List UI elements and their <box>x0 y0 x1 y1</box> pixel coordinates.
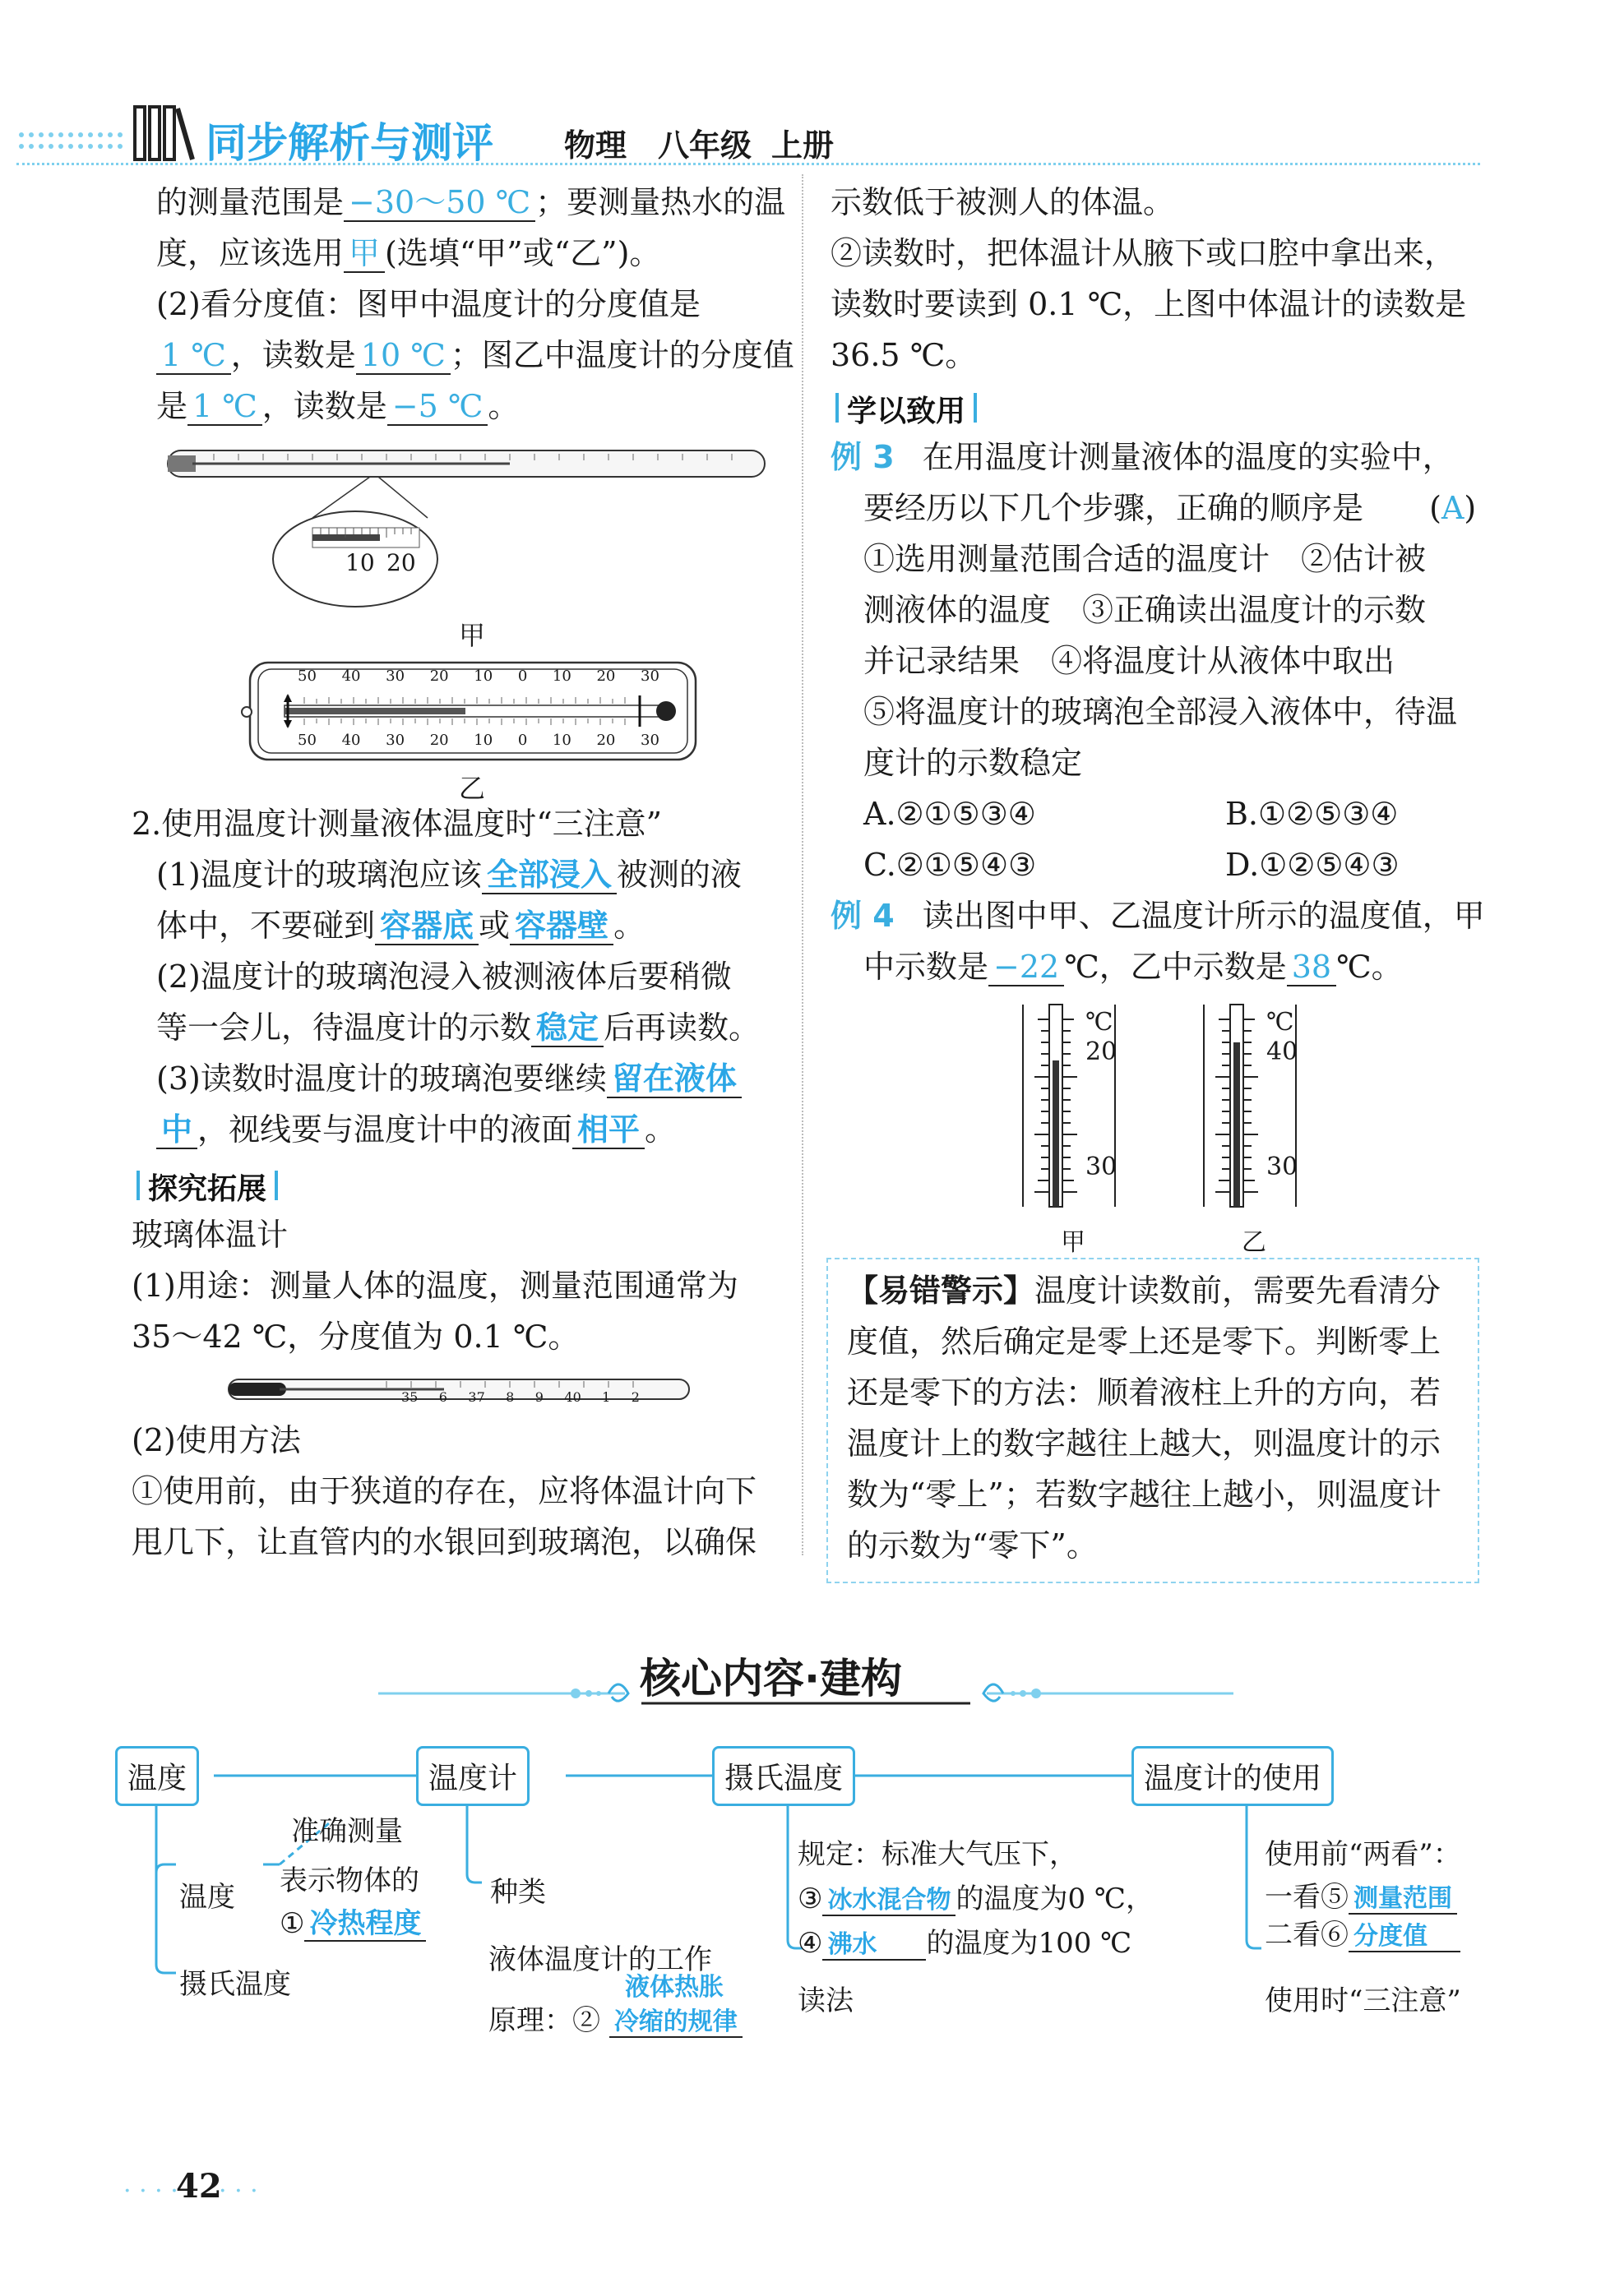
yi-bottom-ticks <box>298 732 659 749</box>
option-d: D.①②⑤④③ <box>1225 847 1400 883</box>
p2-line-3: (2)温度计的玻璃泡浸入被测液体后要稍微 <box>156 959 732 995</box>
yi-bottom-label: 30 <box>1266 1153 1298 1181</box>
yi-top-tick: 0 <box>517 668 528 685</box>
use-line-1: (1)用途：测量人体的温度，测量范围通常为 <box>132 1268 738 1304</box>
p2-line-6: 中 ，视线要与温度计中的液面 相平 。 <box>156 1111 676 1148</box>
jia-bottom-label: 30 <box>1085 1153 1117 1181</box>
map-reading: 读法 <box>798 1984 854 2017</box>
example-3-answer: A <box>1441 490 1464 526</box>
right-line-3: 读数时要读到 0.1 ℃，上图中体温计的读数是 <box>831 286 1467 322</box>
yi-top-label: 40 <box>1266 1037 1298 1066</box>
answer-range: −30～50 ℃ <box>344 184 535 222</box>
use-line-3: (2)使用方法 <box>132 1422 301 1458</box>
figure-label-yi: 乙 <box>459 773 486 804</box>
answer-yi-reading: −5 ℃ <box>387 388 488 426</box>
ex3-line-5: 并记录结果 ④将温度计从液体中取出 <box>863 643 1395 679</box>
warning-title: 【易错警示】 <box>847 1273 1035 1309</box>
answer-level: 相平 <box>572 1111 645 1149</box>
yi-top-tick: 30 <box>641 668 659 685</box>
header-rule <box>16 163 1480 165</box>
answer-choice: 甲 <box>344 235 385 273</box>
yi-bottom-tick: 40 <box>341 732 361 749</box>
clinical-tick: 35 <box>401 1389 419 1405</box>
map-temperature: 温度 <box>179 1881 235 1914</box>
yi-top-tick: 30 <box>386 668 405 685</box>
blank-principle-b: 冷缩的规律 <box>609 2007 743 2038</box>
map-accurate: 准确测量 <box>291 1815 403 1848</box>
clinical-tick: 2 <box>631 1389 640 1405</box>
map-blank-1: ① 冷热程度 <box>280 1901 426 1941</box>
section-explore: 探究拓展 <box>148 1166 266 1208</box>
answer-container-bottom: 容器底 <box>375 908 479 945</box>
header <box>0 99 1601 173</box>
yi-caption: 乙 <box>1242 1228 1266 1257</box>
map-rule: 规定：标准大气压下， <box>798 1838 1077 1871</box>
clinical-tick: 1 <box>602 1389 611 1405</box>
figure-label-jia: 甲 <box>459 620 486 651</box>
ex3-line-3: ①选用测量范围合适的温度计 ②估计被 <box>863 541 1427 577</box>
map-boiling: ④ 沸水 的温度为100 ℃ <box>798 1927 1132 1960</box>
blank-division-value: 分度值 <box>1349 1922 1460 1952</box>
p2-line-5: (3)读数时温度计的玻璃泡要继续 留在液体 <box>156 1060 742 1097</box>
clinical-tick: 9 <box>534 1389 544 1405</box>
map-ice-water: ③ 冰水混合物 的温度为0 ℃， <box>798 1883 1154 1915</box>
yi-bottom-tick: 10 <box>552 732 571 749</box>
left-line-2: 度，应该选用 甲 (选填“甲”或“乙”)。 <box>156 235 661 271</box>
clinical-tick: 40 <box>564 1389 581 1405</box>
left-line-5: 是 1 ℃ ，读数是 −5 ℃ 。 <box>156 388 520 424</box>
page-number-decoration: · · · · <box>123 2177 178 2206</box>
map-look-2: 二看⑥ 分度值 <box>1265 1912 1460 1952</box>
p2-line-4: 等一会儿，待温度计的示数 稳定 后再读数。 <box>156 1009 761 1046</box>
warning-line-3: 还是零下的方法：顺着液柱上升的方向，若 <box>847 1374 1441 1411</box>
yi-bottom-tick: 10 <box>474 732 493 749</box>
warning-line-1: 【易错警示】温度计读数前，需要先看清分 <box>847 1273 1441 1309</box>
warning-line-5: 数为“零上”；若数字越往上越小，则温度计 <box>847 1476 1441 1513</box>
yi-top-tick: 40 <box>341 668 361 685</box>
ex4-line-2: 中示数是 −22 ℃，乙中示数是 38 ℃。 <box>863 949 1403 985</box>
p2-line-1: (1)温度计的玻璃泡应该 全部浸入 被测的液 <box>156 857 742 893</box>
clinical-tick: 8 <box>506 1389 515 1405</box>
ex3-line-2: 要经历以下几个步骤，正确的顺序是 (A) <box>863 490 1477 526</box>
map-during-use: 使用时“三注意” <box>1265 1984 1461 2017</box>
concept-box-temperature: 温度 <box>115 1746 199 1806</box>
map-represents: 表示物体的 <box>280 1864 419 1897</box>
example-4-label: 例 4 <box>831 898 895 934</box>
map-celsius: 摄氏温度 <box>179 1968 291 2001</box>
blank-measuring-range: 测量范围 <box>1349 1884 1457 1915</box>
left-line-3: (2)看分度值：图甲中温度计的分度值是 <box>156 286 701 322</box>
zoom-tick-10: 10 <box>345 549 375 576</box>
yi-bottom-tick: 50 <box>298 732 317 749</box>
page-number: 42 <box>176 2167 222 2206</box>
ex3-line-7: 度计的示数稳定 <box>863 745 1083 781</box>
answer-stable: 稳定 <box>531 1009 604 1047</box>
concept-box-thermometer: 温度计 <box>416 1746 530 1806</box>
answer-jia-reading: 10 ℃ <box>356 337 451 375</box>
answer-stay-in-liquid: 留在液体 <box>607 1060 742 1098</box>
clinical-tick: 6 <box>438 1389 447 1405</box>
blank-hot-cold-degree: 冷热程度 <box>304 1907 426 1942</box>
map-types: 种类 <box>490 1876 546 1909</box>
answer-fully-immersed: 全部浸入 <box>482 857 617 894</box>
answer-container-wall: 容器壁 <box>510 908 613 945</box>
use-line-2: 35～42 ℃，分度值为 0.1 ℃。 <box>132 1319 580 1355</box>
jia-unit: ℃ <box>1085 1008 1113 1037</box>
page-number-decoration-right: · · · <box>219 2177 258 2206</box>
ex3-line-6: ⑤将温度计的玻璃泡全部浸入液体中，待温 <box>863 694 1458 730</box>
warning-line-2: 度值，然后确定是零上还是零下。判断零上 <box>847 1324 1441 1360</box>
yi-top-ticks <box>298 668 659 685</box>
grade: 八年级 <box>658 127 752 164</box>
map-before-use: 使用前“两看”： <box>1265 1838 1461 1871</box>
option-b: B.①②⑤③④ <box>1225 796 1399 832</box>
map-principle-2: 原理：② 液体热胀 冷缩的规律 <box>488 1998 743 2038</box>
use-line-4: ①使用前，由于狭道的存在，应将体温计向下 <box>132 1473 757 1509</box>
jia-top-label: 20 <box>1085 1037 1117 1066</box>
zoom-tick-20: 20 <box>386 549 416 576</box>
yi-top-tick: 10 <box>552 668 571 685</box>
answer-jia-temp: −22 <box>988 949 1064 986</box>
option-c: C.②①⑤④③ <box>863 847 1037 883</box>
option-a: A.②①⑤③④ <box>863 796 1036 832</box>
blank-ice-water: 冰水混合物 <box>822 1886 956 1916</box>
thermometer-jia-figure <box>164 436 773 608</box>
blank-principle-a: 液体热胀 <box>625 1973 724 2002</box>
concept-box-celsius: 摄氏温度 <box>712 1746 855 1806</box>
left-line-1: 的测量范围是 −30～50 ℃ ；要测量热水的温 <box>156 184 786 220</box>
ex3-line-4: 测液体的温度 ③正确读出温度计的示数 <box>863 592 1427 628</box>
map-principle-1: 液体温度计的工作 <box>488 1943 712 1976</box>
yi-bottom-tick: 20 <box>429 732 449 749</box>
clinical-tick: 37 <box>468 1389 485 1405</box>
yi-top-tick: 20 <box>596 668 616 685</box>
core-title: 核心内容·建构 <box>640 1655 902 1702</box>
left-line-4: 1 ℃ ，读数是 10 ℃ ；图乙中温度计的分度值 <box>156 337 794 373</box>
books-logo-icon <box>132 102 197 163</box>
use-line-5: 甩几下，让直管内的水银回到玻璃泡，以确保 <box>132 1524 757 1560</box>
concept-box-usage: 温度计的使用 <box>1131 1746 1334 1806</box>
yi-top-tick: 20 <box>429 668 449 685</box>
column-divider <box>802 174 803 1555</box>
header-dots-decoration <box>16 128 132 156</box>
yi-top-tick: 50 <box>298 668 317 685</box>
right-line-1: 示数低于被测人的体温。 <box>831 184 1175 220</box>
warning-line-4: 温度计上的数字越往上越大，则温度计的示 <box>847 1425 1441 1462</box>
right-line-4: 36.5 ℃。 <box>831 337 977 373</box>
map-look-1: 一看⑤ 测量范围 <box>1265 1874 1457 1915</box>
yi-bottom-tick: 0 <box>517 732 528 749</box>
blank-boiling-water: 沸水 <box>822 1930 926 1961</box>
yi-bottom-tick: 20 <box>596 732 616 749</box>
subject: 物理 <box>564 127 627 164</box>
series-title: 同步解析与测评 <box>206 119 493 167</box>
answer-jia-division: 1 ℃ <box>156 337 231 375</box>
warning-line-6: 的示数为“零下”。 <box>847 1527 1098 1564</box>
jia-caption: 甲 <box>1061 1228 1085 1257</box>
answer-stay-in-liquid-cont: 中 <box>156 1111 197 1149</box>
yi-top-tick: 10 <box>474 668 493 685</box>
answer-yi-temp: 38 <box>1287 949 1336 986</box>
ex4-line-1: 例 4 读出图中甲、乙温度计所示的温度值，甲 <box>831 898 1485 934</box>
clinical-ticks <box>401 1389 640 1405</box>
ex3-line-1: 例 3 在用温度计测量液体的温度的实验中， <box>831 439 1454 475</box>
right-line-2: ②读数时，把体温计从腋下或口腔中拿出来， <box>831 235 1456 271</box>
p2-title: 2.使用温度计测量液体温度时“三注意” <box>132 806 663 842</box>
volume: 上册 <box>771 127 835 164</box>
yi-bottom-tick: 30 <box>641 732 659 749</box>
yi-unit: ℃ <box>1266 1008 1294 1037</box>
yi-bottom-tick: 30 <box>386 732 405 749</box>
p2-line-2: 体中，不要碰到 容器底 或 容器壁 。 <box>156 908 645 944</box>
sub-clinical-thermometer: 玻璃体温计 <box>132 1217 289 1253</box>
answer-yi-division: 1 ℃ <box>187 388 262 426</box>
example-3-label: 例 3 <box>831 439 895 475</box>
section-apply: 学以致用 <box>847 388 965 430</box>
